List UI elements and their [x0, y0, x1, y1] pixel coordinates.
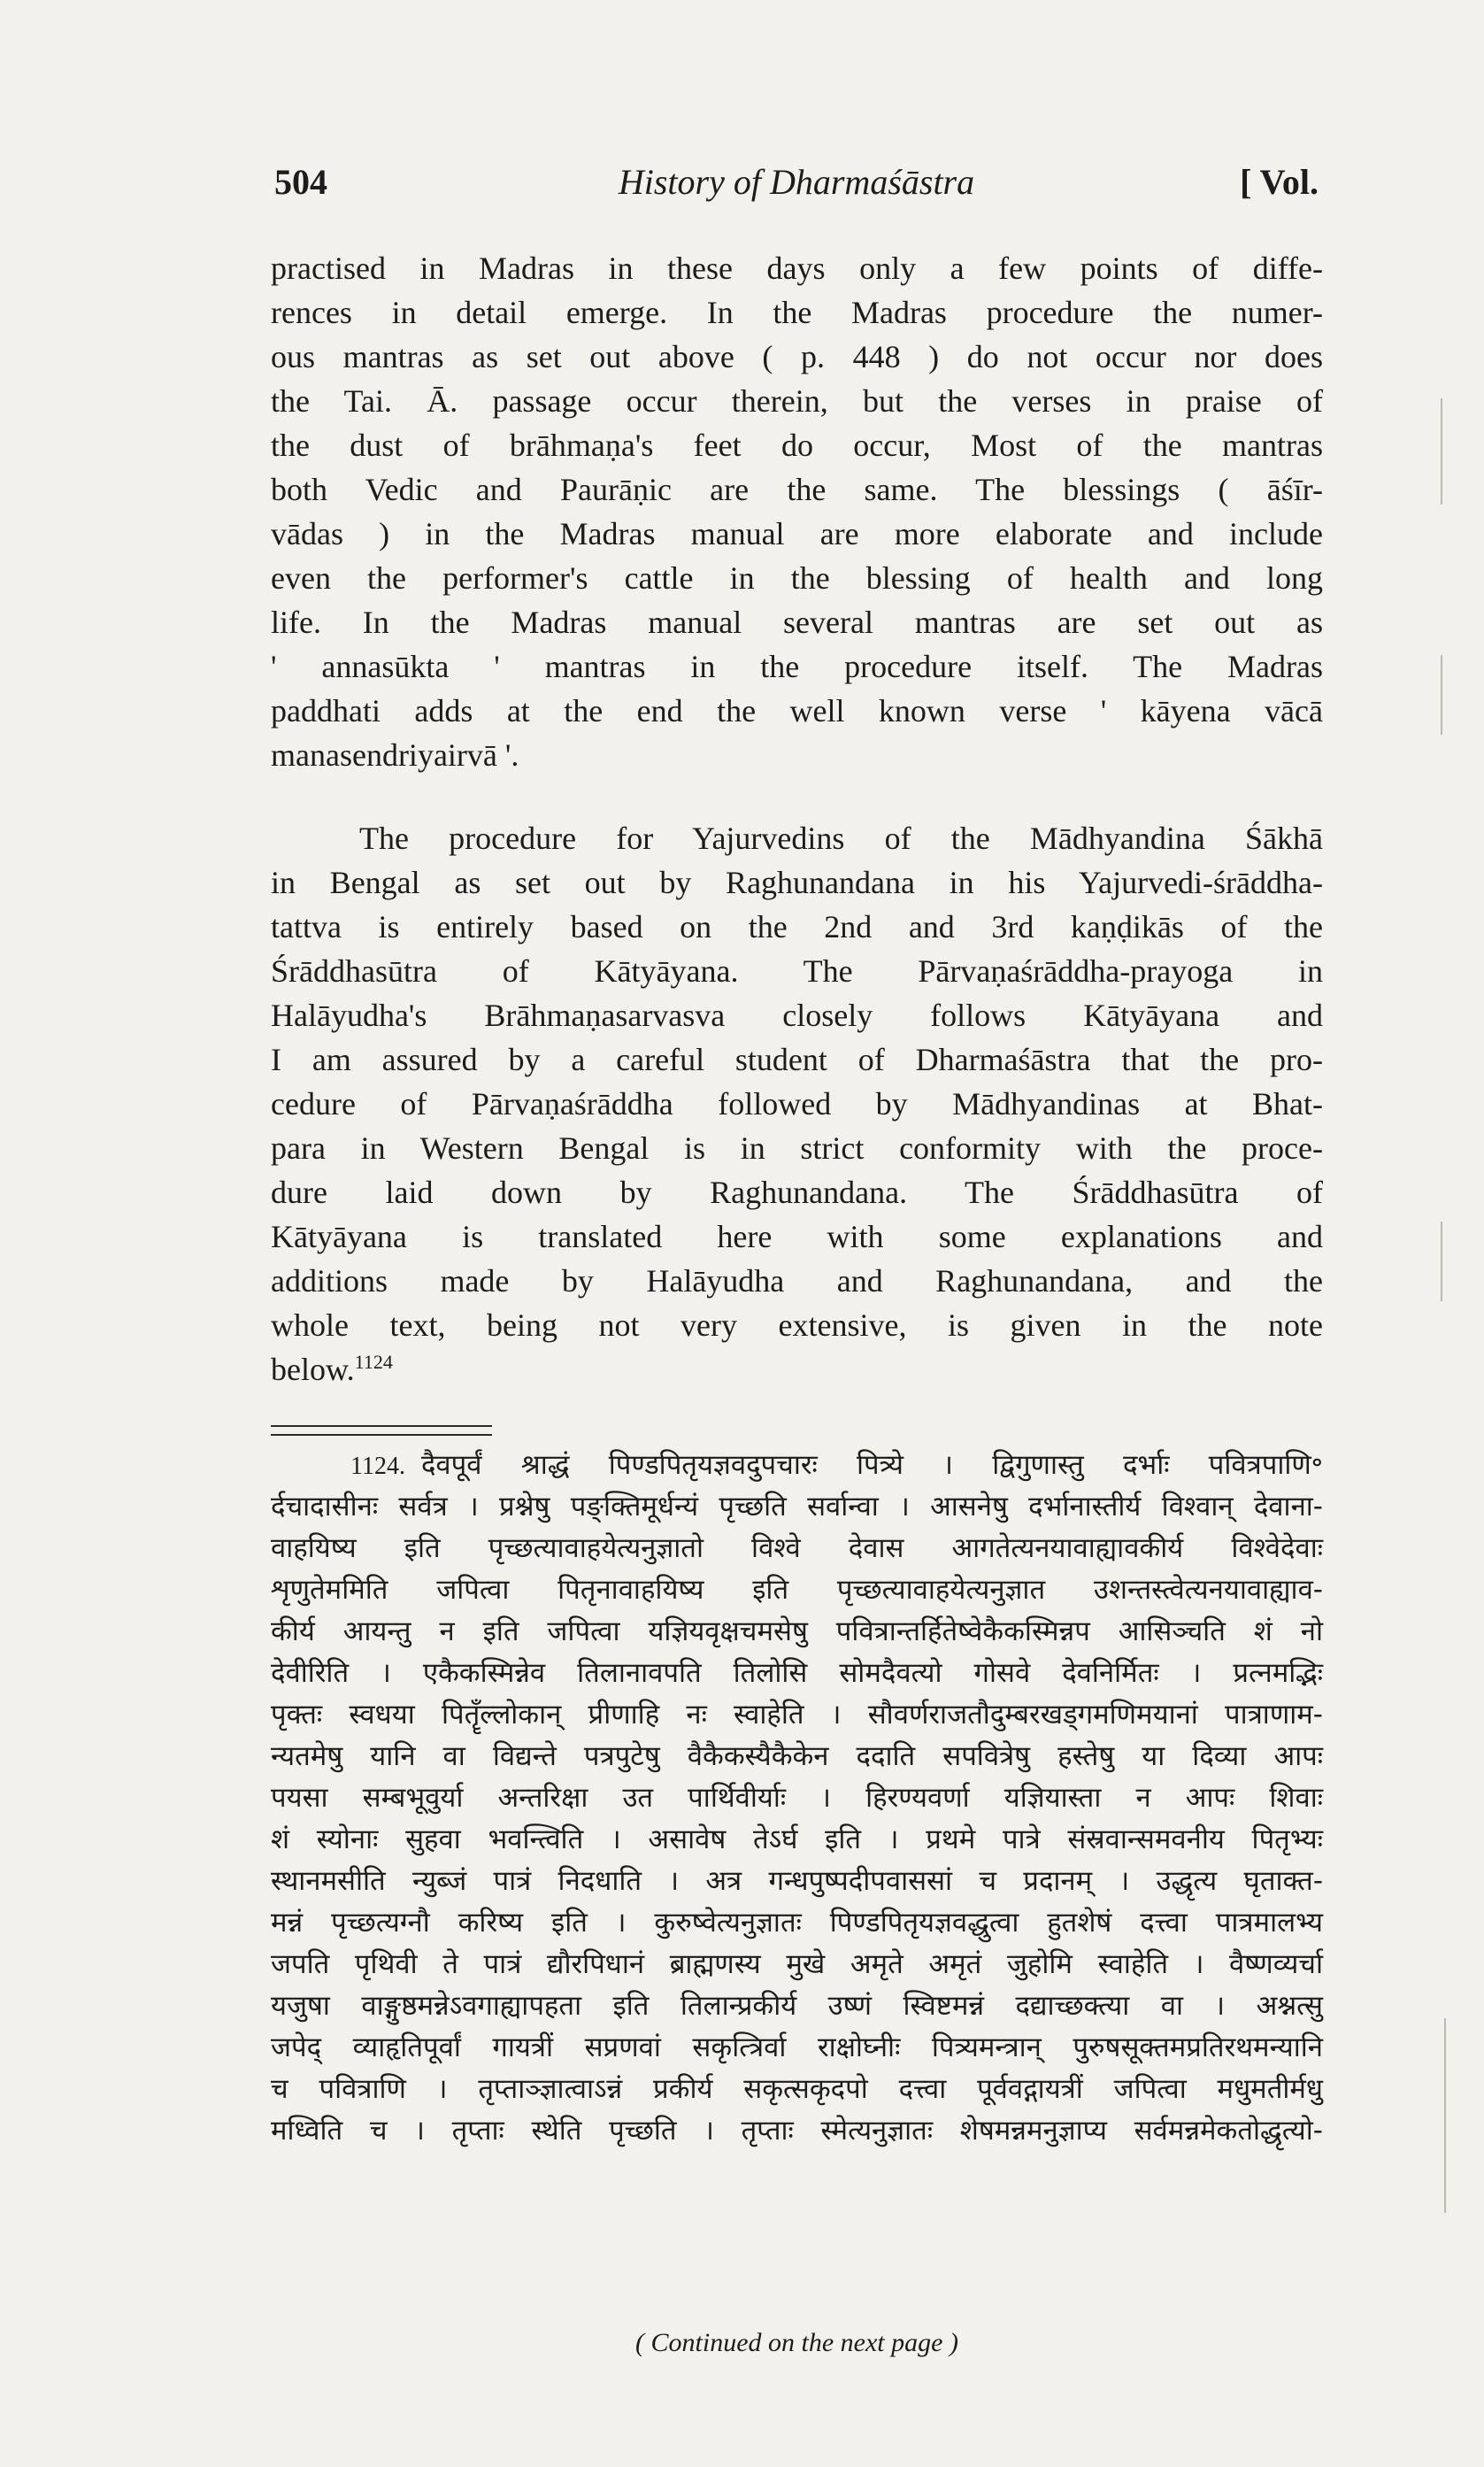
- text-line: life. In the Madras manual several mantras are set out as: [271, 605, 1323, 640]
- footnote-line: यजुषा वाङ्गुष्ठमन्नेऽवगाह्यापहता इति तिलान्प्रकीर्य उष्णं स्विष्टमन्नं दद्याच्छक्त्या वा । अश्नत्सु: [271, 1990, 1323, 2022]
- main-text: [271, 246, 1323, 1392]
- paragraph: [271, 246, 1323, 777]
- text-line: both Vedic and Paurāṇic are the same. The blessings ( āśīr-: [271, 472, 1323, 507]
- text-line: the dust of brāhmaṇa's feet do occur, Most of the mantras: [271, 428, 1323, 463]
- text-line-content: below.: [271, 1352, 355, 1387]
- paragraph-gap: [271, 777, 1323, 816]
- text-line: ' annasūkta ' mantras in the procedure itself. The Madras: [271, 649, 1323, 684]
- footnote-line: जपति पृथिवी ते पात्रं द्यौरपिधानं ब्राह्मणस्य मुखे अमृते अमृतं जुहोमि स्वाहेति । वैष्णव्यर्चा: [271, 1948, 1323, 1980]
- footnote-line: पृक्तः स्वधया पितॄँल्लोकान् प्रीणाहि नः स्वाहेति । सौवर्णराजतौदुम्बरखड्गमणिमयानां पात्राणाम-: [271, 1699, 1323, 1731]
- footnote-line: मन्नं पृच्छत्यग्नौ करिष्य इति । कुरुष्वेत्यनुज्ञातः पिण्डपितृयज्ञवद्धुत्वा हुतशेषं दत्त्वा पात्रमालभ्य: [271, 1907, 1323, 1939]
- text-line: practised in Madras in these days only a few points of diffe-: [271, 251, 1323, 286]
- text-line: whole text, being not very extensive, is given in the note: [271, 1307, 1323, 1343]
- footnote-line: र्दचादासीनः सर्वत्र । प्रश्नेषु पङ्क्तिमूर्धन्यं पृच्छति सर्वान्वा । आसनेषु दर्भानास्तीर्य विश्वान् देवाना-: [271, 1491, 1323, 1523]
- text-line: Śrāddhasūtra of Kātyāyana. The Pārvaṇaśrāddha-prayoga in: [271, 953, 1323, 989]
- paragraph: [271, 816, 1323, 1392]
- text-line: additions made by Halāyudha and Raghunandana, and the: [271, 1263, 1323, 1299]
- footnote-line: न्यतमेषु यानि वा विद्यन्ते पत्रपुटेषु वैकैकस्यैकैकेन ददाति सपवित्रेषु हस्तेषु या दिव्या आपः: [271, 1740, 1323, 1772]
- margin-scan-mark: [1441, 1222, 1442, 1301]
- footnote-divider: [271, 1425, 492, 1436]
- text-line: [271, 1347, 1323, 1392]
- footnote-line: शं स्योनाः सुहवा भवन्त्विति । असावेष तेऽर्घ इति । प्रथमे पात्रे संस्रवान्समवनीय पितृभ्यः: [271, 1823, 1323, 1855]
- footnote-line: शृणुतेममिति जपित्वा पितृनावाहयिष्य इति पृच्छत्यावाहयेत्यनुज्ञात उशन्तस्त्वेत्यनयावाह्याव-: [271, 1574, 1323, 1606]
- text-line: vādas ) in the Madras manual are more elaborate and include: [271, 516, 1323, 551]
- footnote-line: वाहयिष्य इति पृच्छत्यावाहयेत्यनुज्ञातो विश्वे देवास आगतेत्यनयावाह्यावकीर्य विश्वेदेवाः: [271, 1532, 1323, 1564]
- margin-scan-mark: [1441, 398, 1442, 505]
- footnote-line: देवीरिति । एकैकस्मिन्नेव तिलानावपति तिलोसि सोमदैवत्यो गोसवे देवनिर्मितः । प्रत्नमद्भिः: [271, 1657, 1323, 1689]
- footnote-block: [271, 1445, 1323, 2152]
- text-line: cedure of Pārvaṇaśrāddha followed by Mādhyandinas at Bhat-: [271, 1086, 1323, 1122]
- text-line: Kātyāyana is translated here with some explanations and: [271, 1219, 1323, 1254]
- text-line: The procedure for Yajurvedins of the Mādhyandina Śākhā: [359, 821, 1323, 856]
- margin-scan-mark: [1441, 655, 1442, 735]
- margin-scan-mark: [1444, 2018, 1446, 2213]
- text-line: dure laid down by Raghunandana. The Śrāddhasūtra of: [271, 1175, 1323, 1210]
- text-line: I am assured by a careful student of Dharmaśāstra that the pro-: [271, 1042, 1323, 1077]
- running-title: History of Dharmaśāstra: [618, 162, 975, 202]
- volume-label: [ Vol.: [1240, 162, 1319, 202]
- text-line: tattva is entirely based on the 2nd and 3rd kaṇḍikās of the: [271, 909, 1323, 944]
- footnote-line: [271, 1445, 1323, 1486]
- text-line: para in Western Bengal is in strict conformity with the proce-: [271, 1130, 1323, 1166]
- text-line: manasendriyairvā '.: [271, 737, 519, 773]
- text-line: even the performer's cattle in the blessing of health and long: [271, 560, 1323, 596]
- text-line: paddhati adds at the end the well known verse ' kāyena vācā: [271, 693, 1323, 729]
- text-line: Halāyudha's Brāhmaṇasarvasva closely follows Kātyāyana and: [271, 998, 1323, 1033]
- text-line: rences in detail emerge. In the Madras procedure the numer-: [271, 295, 1323, 330]
- text-line: the Tai. Ā. passage occur therein, but the verses in praise of: [271, 383, 1323, 419]
- footnote-number: 1124.: [350, 1453, 405, 1480]
- footnote-line: मध्विति च । तृप्ताः स्थेति पृच्छति । तृप्ताः स्मेत्यनुज्ञातः शेषमन्नमनुज्ञाप्य सर्वमन्नमेकतोद्धृत्यो-: [271, 2115, 1323, 2147]
- text-line: in Bengal as set out by Raghunandana in his Yajurvedi-śrāddha-: [271, 865, 1323, 900]
- footnote-line: पयसा सम्बभूवुर्या अन्तरिक्षा उत पार्थिवीर्याः । हिरण्यवर्णा यज्ञियास्ता न आपः शिवाः: [271, 1782, 1323, 1814]
- footnote-line: कीर्य आयन्तु न इति जपित्वा यज्ञियवृक्षचमसेषु पवित्रान्तर्हितेष्वेकैकस्मिन्नप आसिञ्चति शं नो: [271, 1615, 1323, 1647]
- page-header: [265, 161, 1327, 214]
- footnote-line: च पवित्राणि । तृप्ताञ्ज्ञात्वाऽन्नं प्रकीर्य सकृत्सकृदपो दत्त्वा पूर्ववद्गायत्रीं जपित्वा मधुमतीर्मधु: [271, 2073, 1323, 2105]
- text-line: ous mantras as set out above ( p. 448 ) do not occur nor does: [271, 339, 1323, 374]
- footnote-line: स्थानमसीति न्युब्जं पात्रं निदधाति । अत्र गन्धपुष्पदीपवाससां च प्रदानम् । उद्धृत्य घृताक्त-: [271, 1865, 1323, 1897]
- footnote-line: जपेद् व्याहृतिपूर्वां गायत्रीं सप्रणवां सकृत्त्रिर्वा राक्षोघ्नीः पित्र्यमन्त्रान् पुरुषसूक्तमप्रतिरथमन्यानि: [271, 2031, 1323, 2063]
- page-number: 504: [274, 162, 327, 202]
- continued-note: ( Continued on the next page ): [635, 2328, 958, 2357]
- footnote-line-content: दैवपूर्वं श्राद्धं पिण्डपितृयज्ञवदुपचारः पित्र्ये । द्विगुणास्तु दर्भाः पवित्रपाणि॰: [420, 1449, 1323, 1481]
- footnote-reference[interactable]: 1124: [354, 1351, 393, 1373]
